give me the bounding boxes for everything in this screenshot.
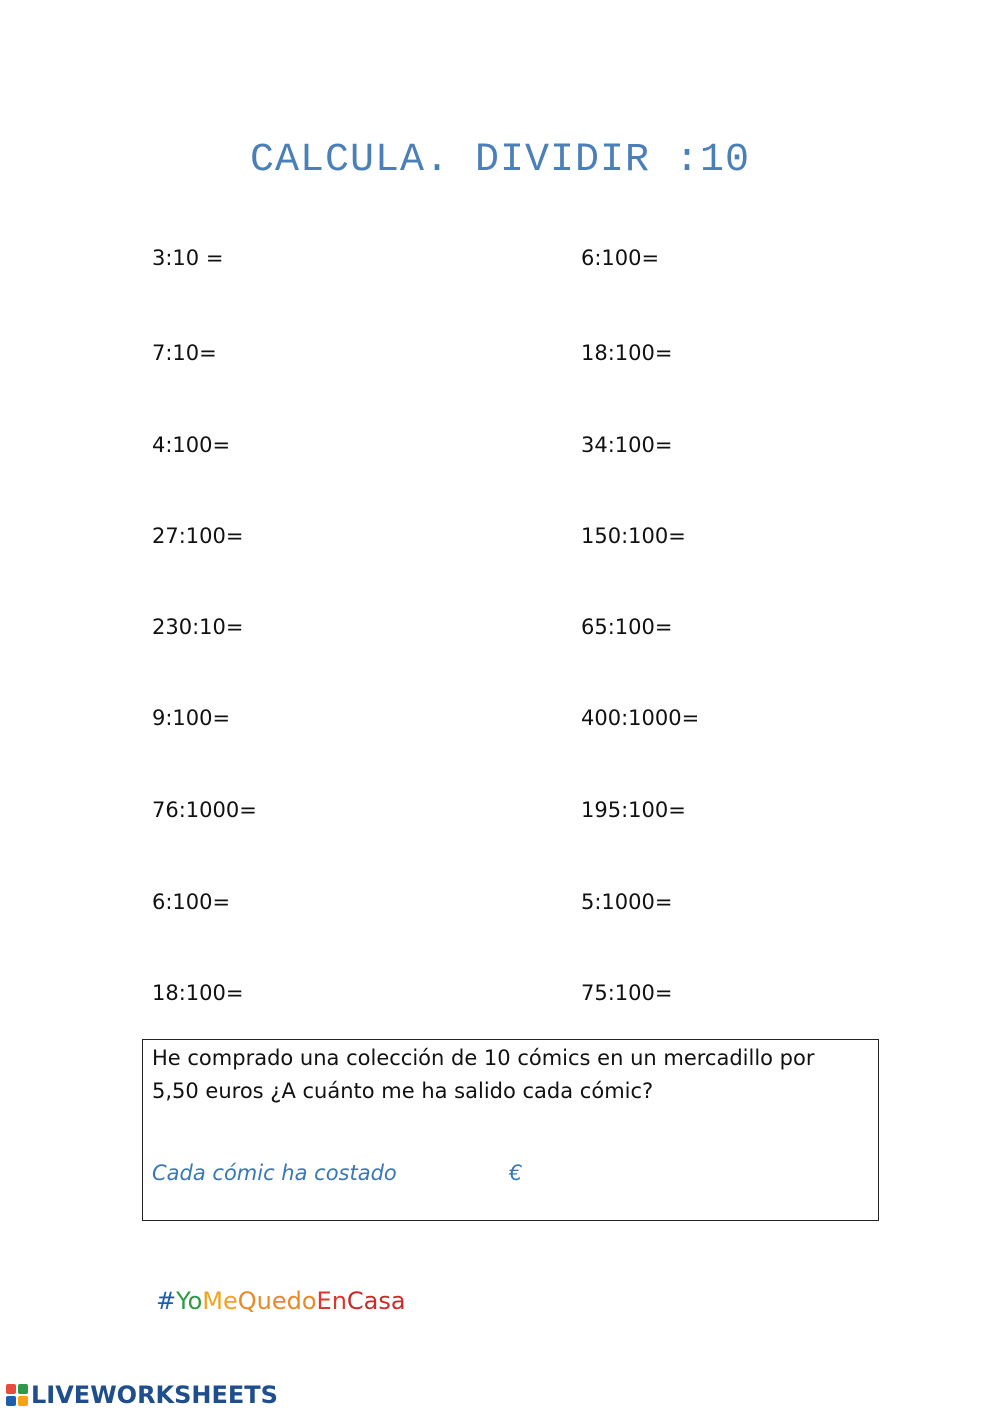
hashtag-part-yo: Yo bbox=[176, 1287, 203, 1315]
page-title: CALCULA. DIVIDIR :10 bbox=[249, 138, 751, 183]
exercise-left-4: 27:100= bbox=[152, 524, 244, 548]
logo-square-2 bbox=[18, 1384, 28, 1394]
hashtag-part-quedo: Quedo bbox=[237, 1287, 317, 1315]
exercise-right-1: 6:100= bbox=[581, 246, 660, 270]
exercise-left-2: 7:10= bbox=[152, 341, 217, 365]
exercise-left-3: 4:100= bbox=[152, 433, 231, 457]
exercise-left-1: 3:10 = bbox=[152, 246, 224, 270]
hashtag-part-me: Me bbox=[202, 1287, 238, 1315]
exercise-right-4: 150:100= bbox=[581, 524, 686, 548]
exercise-right-8: 5:1000= bbox=[581, 890, 673, 914]
hashtag-part-casa: Casa bbox=[346, 1287, 406, 1315]
exercise-left-6: 9:100= bbox=[152, 706, 231, 730]
exercise-right-5: 65:100= bbox=[581, 615, 673, 639]
liveworksheets-logo-text: LIVEWORKSHEETS bbox=[31, 1381, 278, 1409]
hashtag-part-hash: # bbox=[156, 1287, 177, 1315]
liveworksheets-logo[interactable] bbox=[6, 1381, 278, 1409]
answer-label: Cada cómic ha costado bbox=[152, 1161, 397, 1185]
logo-square-3 bbox=[6, 1396, 16, 1406]
word-problem-box bbox=[142, 1039, 879, 1221]
euro-unit: € bbox=[509, 1161, 523, 1185]
exercise-right-3: 34:100= bbox=[581, 433, 673, 457]
exercise-right-6: 400:1000= bbox=[581, 706, 700, 730]
exercise-right-7: 195:100= bbox=[581, 798, 686, 822]
word-problem-text: He comprado una colección de 10 cómics en un mercadillo por 5,50 euros ¿A cuánto me ha salido cada cómic? bbox=[152, 1046, 815, 1103]
logo-square-4 bbox=[18, 1396, 28, 1406]
hashtag-yomequedoencasa bbox=[156, 1287, 406, 1315]
exercise-right-2: 18:100= bbox=[581, 341, 673, 365]
exercise-right-9: 75:100= bbox=[581, 981, 673, 1005]
exercise-left-8: 6:100= bbox=[152, 890, 231, 914]
exercise-left-9: 18:100= bbox=[152, 981, 244, 1005]
answer-input[interactable] bbox=[423, 1158, 503, 1188]
liveworksheets-logo-icon bbox=[6, 1384, 28, 1406]
logo-square-1 bbox=[6, 1384, 16, 1394]
exercise-left-5: 230:10= bbox=[152, 615, 244, 639]
exercise-left-7: 76:1000= bbox=[152, 798, 257, 822]
hashtag-part-en: En bbox=[316, 1287, 347, 1315]
